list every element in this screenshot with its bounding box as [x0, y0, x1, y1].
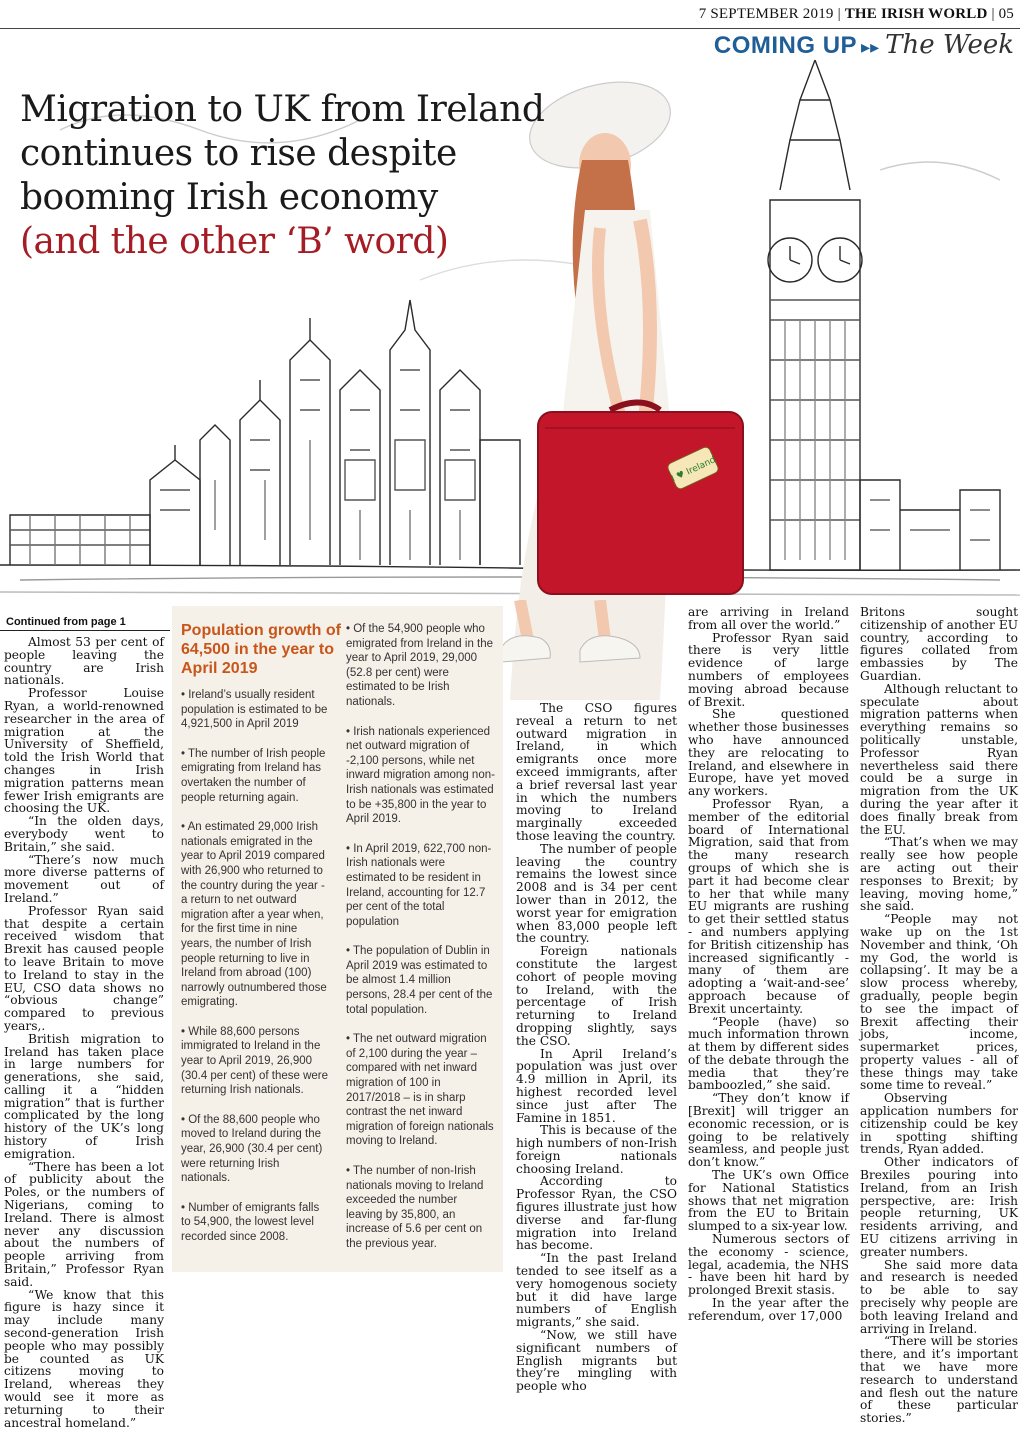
factbox-bullet: • Ireland’s usually resident population is estimated to be 4,921,500 in April 2019: [181, 689, 328, 731]
double-arrow-icon: ▸▸: [861, 37, 880, 58]
headline: [20, 88, 580, 264]
masthead: [699, 6, 1014, 23]
factbox-bullet: • While 88,600 persons immigrated to Ireland in the year to April 2019, 26,900 (30.4 per cent) of these were returning Irish nationals.: [181, 1025, 329, 1097]
paragraph: British migration to Ireland has taken place in large numbers for generations, she said, calling it a “hidden migration” that is further complicated by the long history of the UK’s long history of Irish emigration.: [4, 1031, 164, 1161]
section-coming-up: COMING UP: [713, 32, 858, 59]
factbox-bullet: • In April 2019, 622,700 non-Irish nationals were estimated to be resident in Ireland, accounting for 12.7 per cent of the total population: [346, 842, 492, 928]
factbox-right-column: [346, 622, 496, 1267]
header-rule: [0, 28, 1020, 29]
paragraph: “There has been a lot of publicity about the Poles, or the numbers of Nigerians, coming to Ireland. There is almost never any discussion about the numbers of people arriving from Britain,” Professor Ryan said.: [4, 1159, 164, 1289]
suitcase-icon: [538, 403, 743, 595]
shoes-icon: [480, 600, 660, 680]
headline-line-2: continues to rise despite: [20, 133, 457, 174]
paragraph: Professor Ryan said that despite a certain received wisdom that Brexit has caused people to leave Britain to move to Ireland to stay in the EU, CSO data shows no “obvious change” compared to previous years,.: [4, 903, 164, 1033]
factbox-bullet: • The net outward migration of 2,100 during the year – compared with net inward migration of 100 in 2017/2018 – is in sharp contrast the net inward migration of foreign nationals moving to Ireland.: [346, 1033, 494, 1148]
paragraph: Other indicators of Brexiles pouring into Ireland, from an Irish perspective, are: Irish people returning, UK residents arriving, and EU citizens arriving in greater numbers.: [860, 1155, 1018, 1259]
factbox-title: Population growth of 64,500 in the year to April 2019: [181, 622, 341, 677]
section-the-week: The Week: [885, 30, 1014, 60]
masthead-separator: |: [837, 6, 845, 22]
factbox-bullet: • Of the 88,600 people who moved to Ireland during the year, 26,900 (30.4 per cent) were returning Irish nationals.: [181, 1113, 323, 1185]
paragraph: Foreign nationals constitute the largest cohort of people moving to Ireland, with the percentage of Irish returning to Ireland dropping slightly, says the CSO.: [516, 944, 677, 1048]
paragraph: “Now, we still have significant numbers of English migrants but they’re mingling with people who: [516, 1328, 677, 1394]
paragraph: “There will be stories there, and it’s important that we have more research to understand and flesh out the nature of these particular stories.”: [860, 1334, 1018, 1426]
article-column-5: [860, 606, 1018, 1425]
paragraph: In April Ireland’s population was just over 4.9 million in April, its highest recorded level since just after The Famine in 1851.: [516, 1046, 677, 1125]
factbox-bullet: • An estimated 29,000 Irish nationals emigrated in the year to April 2019 compared with 26,900 who returned to the country during the year - a return to net outward migration after a year when, for the first time in nine years, the number of Irish people returning to live in Ireland from abroad (100) narrowly outnumbered those emigrating.: [181, 821, 327, 1009]
article-column-1: [4, 636, 164, 1429]
paragraph: “In the past Ireland tended to see itself as a very homogenous society but it did have large numbers of English migrants,” she said.: [516, 1251, 677, 1330]
paragraph: In the year after the referendum, over 17,000: [688, 1296, 849, 1323]
issue-date: 7 SEPTEMBER 2019: [698, 6, 834, 22]
paragraph: Numerous sectors of the economy - science, legal, academia, the NHS - have been hit hard by prolonged Brexit stasis.: [688, 1232, 849, 1298]
column-rule: [0, 630, 170, 631]
paragraph: Professor Ryan, a member of the editorial board of International Migration, said that from the many research groups of which she is part it had become clear to her that while many EU migrants are rushing to get their settled status - and numbers applying for British citizenship has increased significantly - many of them are adopting a ‘wait-and-see’ approach because of Brexit uncertainty.: [688, 796, 849, 1016]
factbox-bullet: • Irish nationals experienced net outward migration of -2,100 persons, while net inward migration among non-Irish nationals was estimated to be +35,800 in the year to April 2019.: [346, 725, 495, 826]
headline-subline: (and the other ‘B’ word): [20, 221, 449, 262]
paragraph: “People (have) so much information thrown at them by different sides of the debate through the media that they’re bamboozled,” she said.: [688, 1014, 849, 1093]
page-number: 05: [998, 6, 1014, 22]
suitcase-label: I ♥ Ireland: [670, 455, 718, 485]
section-banner: [714, 30, 1014, 60]
paragraph: are arriving in Ireland from all over the world.”: [688, 605, 849, 632]
paragraph: Professor Ryan said there is very little evidence of large numbers of employees moving abroad because of Brexit.: [688, 630, 849, 709]
headline-line-3: booming Irish economy: [20, 177, 438, 218]
paragraph: Almost 53 per cent of people leaving the country are Irish nationals.: [4, 635, 164, 688]
publication-name: THE IRISH WORLD: [844, 6, 988, 22]
paragraph: “There’s now much more diverse patterns of movement out of Ireland.”: [4, 852, 164, 905]
paragraph: Britons sought citizenship of another EU country, according to figures collated from embassies by The Guardian.: [860, 605, 1018, 683]
paragraph: According to Professor Ryan, the CSO figures illustrate just how diverse and far-flung migration into Ireland has become.: [516, 1174, 677, 1253]
paragraph: Although reluctant to speculate about migration patterns when everything remains so politically unstable, Professor Ryan nevertheless said there could be a surge in migration from the UK during the year after it does finally break from the EU.: [860, 681, 1018, 837]
paragraph: She questioned whether those businesses who have announced they are relocating to Ireland, and elsewhere in Europe, have yet moved any workers.: [688, 707, 849, 799]
factbox-bullet: • The number of Irish people emigrating from Ireland has overtaken the number of people returning again.: [181, 747, 326, 804]
factbox-bullet: • Number of emigrants falls to 54,900, the lowest level recorded since 2008.: [181, 1201, 320, 1243]
paragraph: She said more data and research is needed to be able to say precisely why people are both leaving Ireland and arriving in Ireland.: [860, 1257, 1018, 1336]
factbox-bullet: • The number of non-Irish nationals moving to Ireland exceeded the number leaving by 35,800, an increase of 5.6 per cent on the previous year.: [346, 1165, 484, 1250]
paragraph: “They don’t know if [Brexit] will trigger an economic recession, or is going to be relatively seamless, and people just don’t know.”: [688, 1091, 849, 1170]
paragraph: The UK’s own Office for National Statistics shows that net migration from the EU to Britain slumped to a six-year low.: [688, 1168, 849, 1234]
paragraph: The number of people leaving the country remains the lowest since 2008 and is 34 per cent lower than in 2012, the worst year for emigration when 83,000 people left the country.: [516, 841, 677, 946]
factbox-left-column: [181, 688, 331, 1260]
paragraph: “That’s when we may really see how people are acting out their responses to Brexit; by leaving, moving home,” she said.: [860, 835, 1018, 914]
paragraph: The CSO figures reveal a return to net outward migration in Ireland, in which emigrants once more exceed immigrants, after a brief reversal last year in which the numbers moving to Ireland marginally exceeded those leaving the country.: [516, 701, 677, 843]
paragraph: “In the olden days, everybody went to Britain,” she said.: [4, 814, 164, 854]
paragraph: “People may not wake up on the 1st November and think, ‘Oh my God, the world is collapsing’. It may be a slow process whereby, gradually, people begin to see the impact of Brexit affecting their jobs, income, supermarket prices, property values - all of these things may take some time to reveal.”: [860, 912, 1018, 1093]
paragraph: Observing application numbers for citizenship could be key in spotting shifting trends, Ryan added.: [860, 1091, 1018, 1157]
masthead-separator: |: [991, 6, 999, 22]
article-column-4: [688, 606, 849, 1323]
paragraph: Professor Louise Ryan, a world-renowned researcher in the area of migration at the University of Sheffield, told the Irish World that changes in Irish migration patterns mean fewer Irish emigrants are choosing the UK.: [4, 686, 164, 816]
factbox-bullet: • The population of Dublin in April 2019 was estimated to be almost 1.4 million persons, 28.4 per cent of the total population.: [346, 945, 493, 1016]
headline-line-1: Migration to UK from Ireland: [20, 89, 545, 130]
paragraph: This is because of the high numbers of non-Irish foreign nationals choosing Ireland.: [516, 1123, 678, 1176]
article-column-3: [516, 702, 677, 1393]
factbox-bullet: • Of the 54,900 people who emigrated from Ireland in the year to April 2019, 29,000 (52.8 per cent) were estimated to be Irish nationals.: [346, 623, 494, 708]
continued-from-label: Continued from page 1: [6, 616, 126, 628]
paragraph: “We know that this figure is hazy since it may include many second-generation Irish people who may possibly be counted as UK citizens moving to Ireland, whereas they would see it more as returning to their ancestral homeland.”: [4, 1287, 164, 1430]
